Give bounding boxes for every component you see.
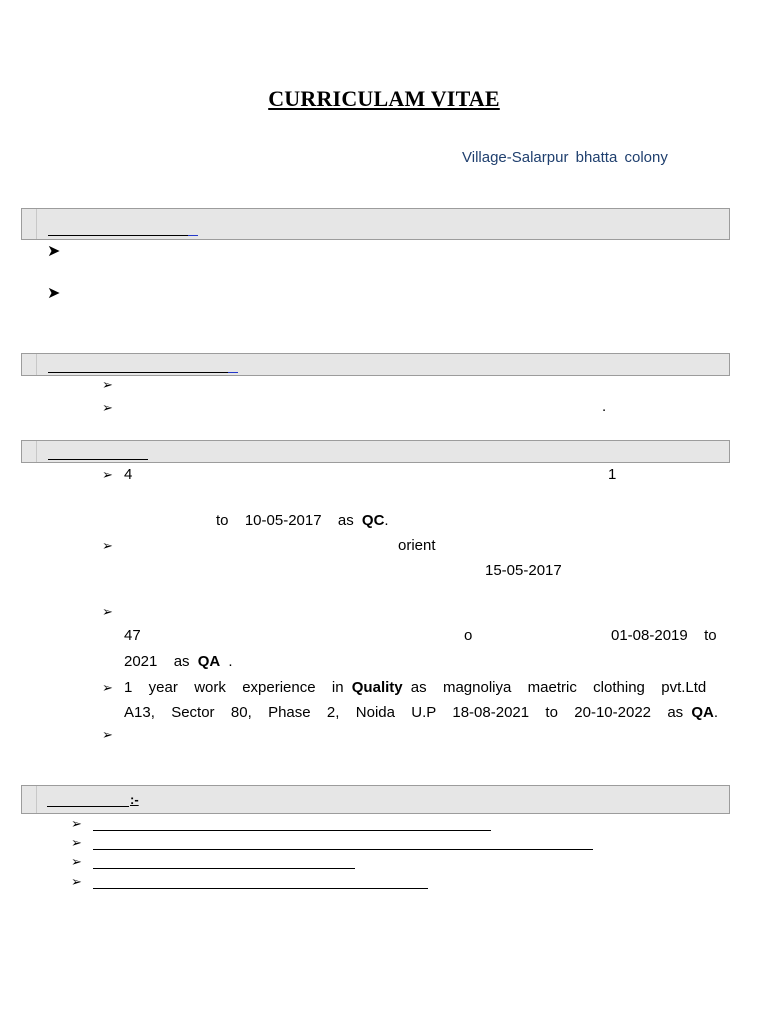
- experience-4-line-1: [124, 679, 706, 696]
- experience-2-date: 15-05-2017: [485, 562, 562, 579]
- experience-1-dates: [216, 512, 389, 529]
- section-heading-underline: [48, 372, 228, 373]
- section-heading-underline: [48, 235, 188, 236]
- bullet-arrow-icon: ➢: [102, 467, 113, 482]
- experience-4-text-a: 1 year work experience in: [124, 679, 352, 696]
- address-line: Village-Salarpur bhatta colony: [462, 149, 668, 166]
- bullet-arrow-icon: ➢: [71, 854, 82, 869]
- document-title: CURRICULAM VITAE: [268, 86, 500, 111]
- bullet-arrow-icon: ➤: [47, 285, 61, 302]
- section-bar-experience: [21, 440, 730, 463]
- experience-3-suffix: .: [220, 653, 233, 670]
- experience-1-to-text: to 10-05-2017 as: [216, 512, 362, 529]
- skill-blank-line: [93, 849, 593, 850]
- section-bar-qualification: [21, 353, 730, 376]
- experience-4-address: A13, Sector 80, Phase 2, Noida U.P 18-08-2021 to 20-10-2022 as: [124, 704, 692, 721]
- experience-3-mid: o: [464, 627, 473, 644]
- experience-3-year-text: 2021 as: [124, 653, 198, 670]
- experience-2-word: orient: [398, 537, 436, 554]
- experience-4-role: QA: [691, 704, 714, 721]
- section-heading-underline: [48, 459, 148, 460]
- bullet-arrow-icon: ➢: [102, 680, 113, 695]
- experience-3-role: QA: [197, 653, 221, 670]
- experience-4-suffix: .: [713, 704, 719, 721]
- section-bar-divider: [36, 354, 37, 375]
- bullet-arrow-icon: ➢: [71, 874, 82, 889]
- section-heading-underline-tail: [188, 235, 198, 236]
- experience-1-role: QC: [361, 512, 385, 529]
- section-heading-underline-tail: [228, 372, 238, 373]
- experience-3-number: 47: [124, 627, 141, 644]
- experience-3-date: 01-08-2019 to: [611, 627, 717, 644]
- bullet-arrow-icon: ➢: [102, 538, 113, 553]
- bullet-arrow-icon: ➢: [102, 727, 113, 742]
- bullet-arrow-icon: ➢: [102, 377, 113, 392]
- skills-section-label: :-: [130, 792, 139, 807]
- section-bar-divider: [36, 209, 37, 239]
- skill-blank-line: [93, 888, 428, 889]
- bullet-arrow-icon: ➢: [71, 816, 82, 831]
- bullet-arrow-icon: ➤: [47, 243, 61, 260]
- experience-1-number-right: 1: [608, 466, 617, 483]
- experience-4-line-2: [124, 704, 718, 721]
- section-bar-divider: [36, 786, 37, 813]
- section-bar-skills: [21, 785, 730, 814]
- experience-1-suffix: .: [384, 512, 389, 529]
- experience-3-year: [124, 653, 233, 670]
- bullet-arrow-icon: ➢: [102, 400, 113, 415]
- education-trailing-dot: .: [602, 398, 607, 415]
- experience-1-number: 4: [124, 466, 133, 483]
- section-heading-underline: [47, 806, 129, 807]
- section-bar-objective: [21, 208, 730, 240]
- bullet-arrow-icon: ➢: [71, 835, 82, 850]
- skill-blank-line: [93, 868, 355, 869]
- bullet-arrow-icon: ➢: [102, 604, 113, 619]
- skill-blank-line: [93, 830, 491, 831]
- experience-4-text-b: as magnoliya maetric clothing pvt.Ltd: [402, 679, 707, 696]
- section-bar-divider: [36, 441, 37, 462]
- experience-4-quality: Quality: [351, 679, 403, 696]
